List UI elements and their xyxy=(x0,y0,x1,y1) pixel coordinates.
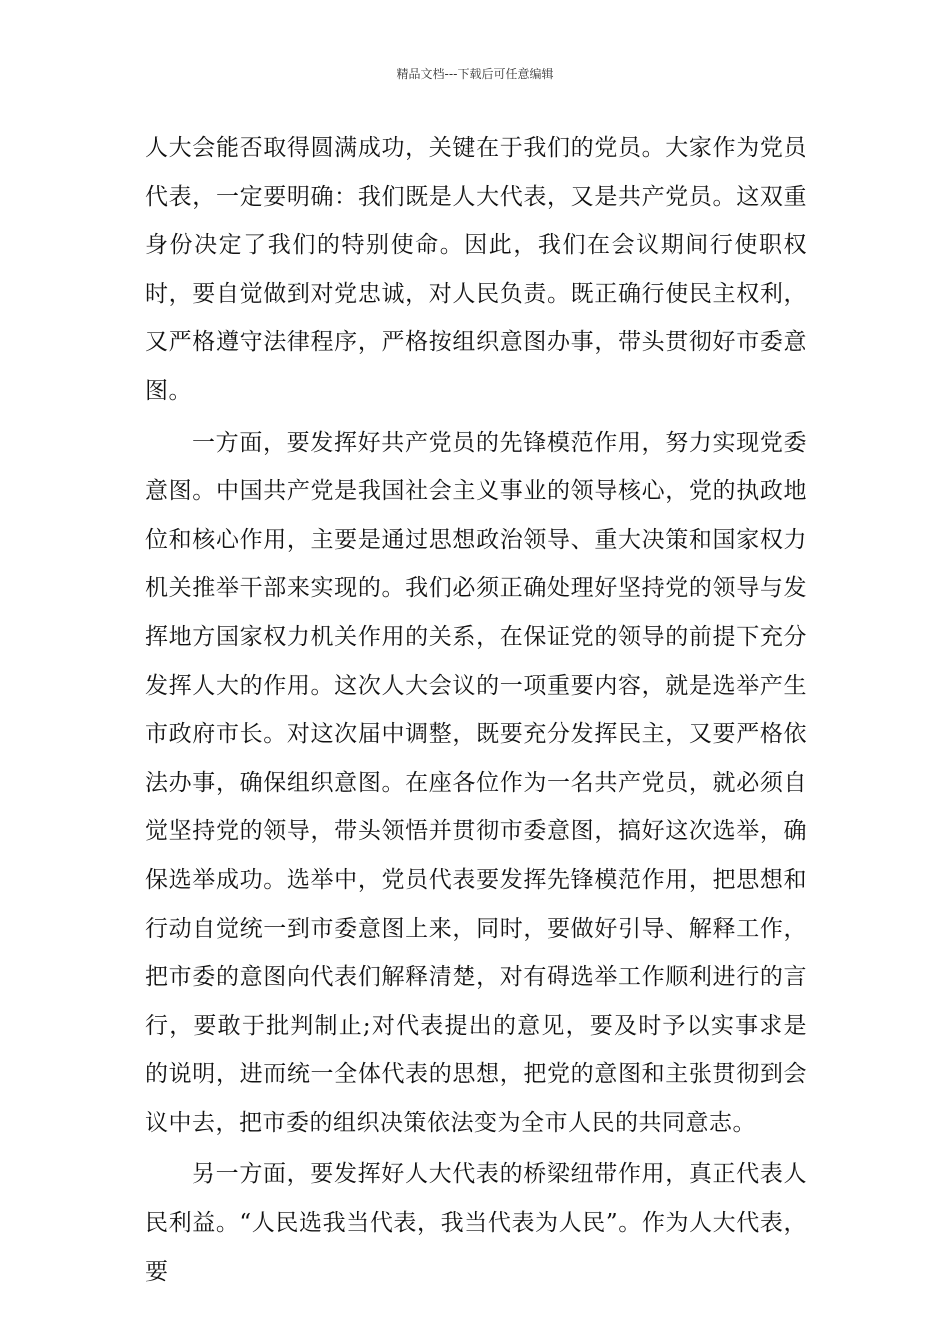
paragraph-1: 人大会能否取得圆满成功，关键在于我们的党员。大家作为党员代表，一定要明确：我们既是人大代表，又是共产党员。这双重身份决定了我们的特别使命。因此，我们在会议期间行使职权时，要自觉做到对党忠诚，对人民负责。既正确行使民主权利，又严格遵守法律程序，严格按组织意图办事，带头贯彻好市委意图。 xyxy=(145,135,807,404)
document-body xyxy=(145,124,807,1296)
paragraph-3: 另一方面，要发挥好人大代表的桥梁纽带作用，真正代表人民利益。“人民选我当代表，我当代表为人民”。作为人大代表，要 xyxy=(145,1161,807,1285)
page-header: 精品文档---下载后可任意编辑 xyxy=(396,67,554,81)
paragraph-2: 一方面，要发挥好共产党员的先锋模范作用，努力实现党委意图。中国共产党是我国社会主义事业的领导核心，党的执政地位和核心作用，主要是通过思想政治领导、重大决策和国家权力机关推举干部来实现的。我们必须正确处理好坚持党的领导与发挥地方国家权力机关作用的关系，在保证党的领导的前提下充分发挥人大的作用。这次人大会议的一项重要内容，就是选举产生市政府市长。对这次届中调整，既要充分发挥民主，又要严格依法办事，确保组织意图。在座各位作为一名共产党员，就必须自觉坚持党的领导，带头领悟并贯彻市委意图，搞好这次选举，确保选举成功。选举中，党员代表要发挥先锋模范作用，把思想和行动自觉统一到市委意图上来，同时，要做好引导、解释工作，把市委的意图向代表们解释清楚，对有碍选举工作顺利进行的言行，要敢于批判制止;对代表提出的意见，要及时予以实事求是的说明，进而统一全体代表的思想，把党的意图和主张贯彻到会议中去，把市委的组织决策依法变为全市人民的共同意志。 xyxy=(145,429,807,1136)
